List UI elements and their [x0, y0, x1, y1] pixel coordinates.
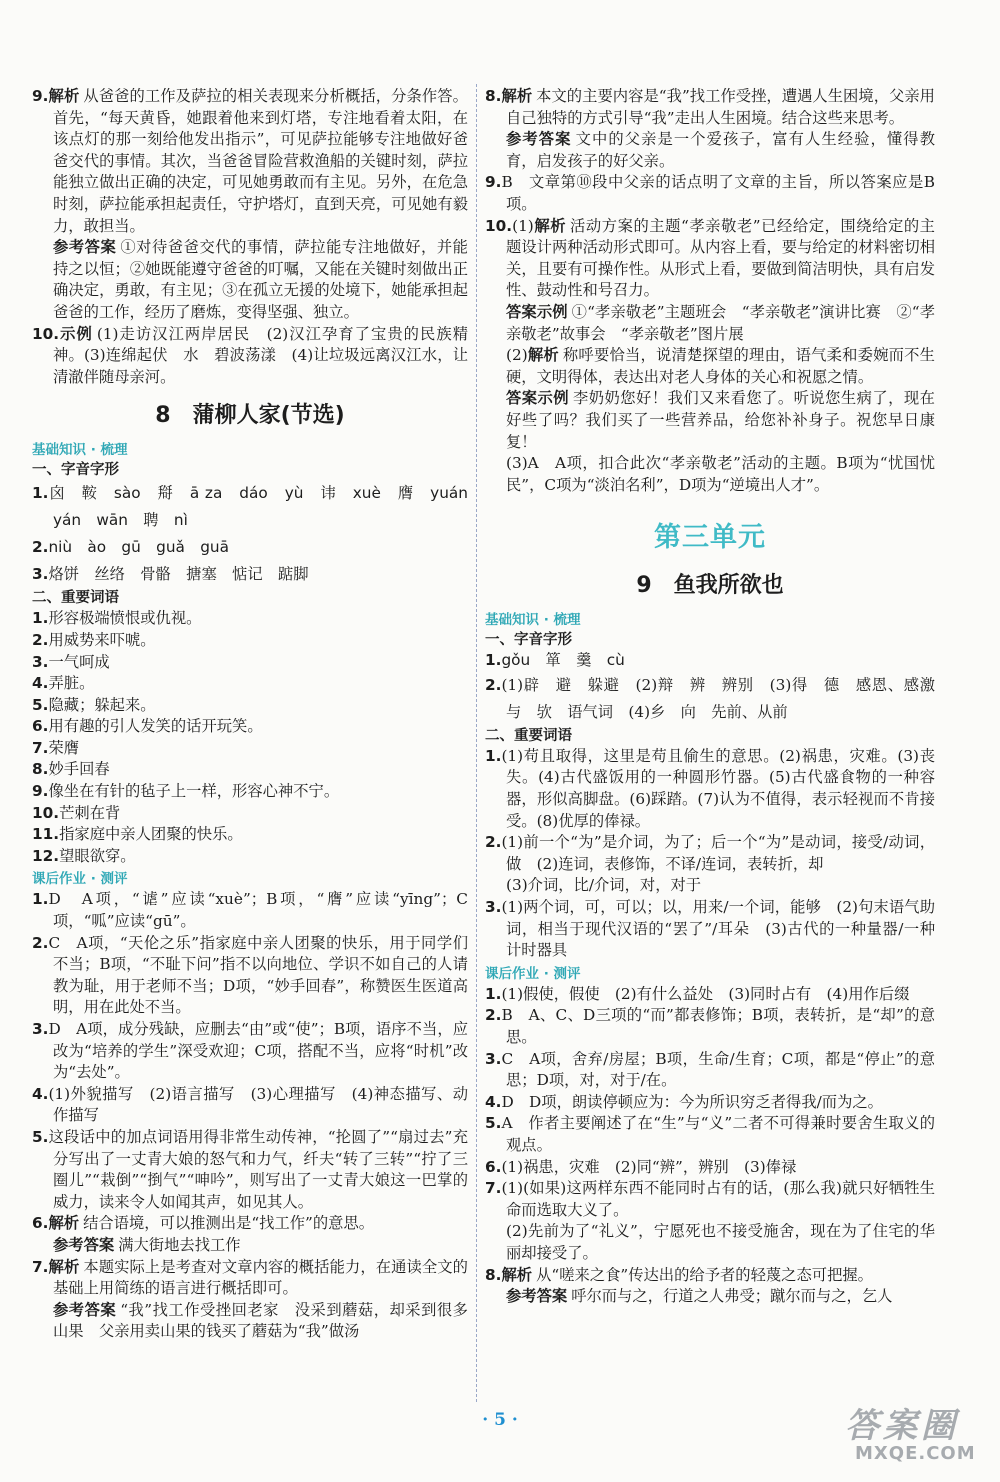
homework-item-5: 5.这段话中的加点词语用得非常生动传神，“抡圆了”“扇过去”充分写出了一丈青大娘的怒气和力气，纤夫“转了三转”“拧了三圈儿”“栽倒”“捯气”“呻吟”，则写出了一丈青大娘这一巴掌的威力，读来令人如闻其声，如见其人。	[32, 1127, 468, 1211]
char-item-1: 1.囟 鞍 sào 搿 ā za dáo yù 讳 xuè 膺 yuán yán wān 聘 nì	[32, 484, 484, 530]
word-item: 7.荣膺	[32, 738, 80, 757]
word-item: 3.一气呵成	[32, 652, 110, 671]
homework-item-2: 2.B A、C、D三项的“而”都表修饰；B项，表转折，是“却”的意思。	[485, 1006, 935, 1046]
homework-item-4: 4.(1)外貌描写 (2)语言描写 (3)心理描写 (4)神态描写、动作描写	[32, 1084, 468, 1125]
word-item: 9.像坐在有针的毡子上一样，形容心神不宁。	[32, 782, 340, 801]
homework-item-3: 3.C A项，舍弃/房屋；B项，生命/生育；C项，都是“停止”的意思；D项，对，对于/在。	[485, 1049, 935, 1090]
homework-item-1: 1.D A项，“谑”应读“xuè”；B项，“膺”应读“yīng”；C项，“呱”应读“gū”。	[32, 890, 468, 931]
lesson-8-title: 8 蒲柳人家(节选)	[155, 403, 345, 429]
homework-item-7-reference: 参考答案 “我”找工作受挫回老家 没采到蘑菇，却采到很多山果 父亲用卖山果的钱买了蘑菇为“我”做汤	[53, 1300, 468, 1341]
word-item: 4.弄脏。	[32, 674, 95, 693]
char-item-2: 2.(1)辟 避 躲避 (2)辩 辨 辨别 (3)得 德 感恩、感激 与 欤 语气词 (4)乡 向 先前、从前	[485, 675, 951, 721]
word-item: 5.隐藏；躲起来。	[32, 695, 156, 714]
word-item: 6.用有趣的引人发笑的话开玩笑。	[32, 717, 263, 736]
section-homework: 课后作业 · 测评	[32, 871, 128, 888]
char-item-3: 3.烙饼 丝络 骨骼 搪塞 惦记 踮脚	[32, 565, 309, 584]
subsection-vocabulary: 二、重要词语	[485, 727, 572, 744]
homework-item-5: 5.A 作者主要阐述了在“生”与“义”二者不可得兼时要舍生取义的观点。	[485, 1114, 935, 1154]
watermark-url: MXQE.COM	[855, 1443, 976, 1464]
answer-10-example-2: 答案示例 李奶奶您好！我们又来看您了。听说您生病了，现在好些了吗？我们买了一些营养品，给您补补身子。祝您早日康复！	[506, 389, 935, 451]
char-item-2: 2.niù ào gū guǎ guā	[32, 538, 229, 557]
right-column	[485, 86, 951, 1308]
column-divider	[476, 84, 477, 1402]
answer-9: 9.B 文章第⑩段中父亲的话点明了文章的主旨，所以答案应是B项。	[485, 173, 935, 213]
subsection-vocabulary: 二、重要词语	[32, 590, 119, 607]
answer-10-part-3: (3)A A项，扣合此次“孝亲敬老”活动的主题。B项为“忧国忧民”，C项为“淡泊名利”，D项为“逆境出人才”。	[506, 454, 935, 494]
answer-9: 9.解析 从爸爸的工作及萨拉的相关表现来分析概括，分条作答。首先，“每天黄昏，她跟着他来到灯塔，专注地看着太阳，在该点灯的那一刻给他发出指示”，可见萨拉能够专注地做好爸爸交代的事情。其次，当爸爸冒险营救渔船的关键时刻，萨拉能独立做出正确的决定，可见她勇敢而有主见。另外，在危急时刻，萨拉能承担起责任，守护塔灯，直到天亮，可见她有毅力，敢担当。	[32, 87, 468, 235]
homework-item-2: 2.C A项，“天伦之乐”指家庭中亲人团聚的快乐，用于同学们不当；B项，“不耻下问”指不以向地位、学识不如自己的人请教为耻，用于老师不当；D项，“妙手回春”，称赞医生医道高明，用在此处不当。	[32, 933, 468, 1017]
word-item-2: 2.(1)前一个“为”是介词，为了；后一个“为”是动词，接受/动词，做 (2)连词，表修饰，不译/连词，表转折，却	[485, 833, 935, 873]
homework-item-7: 7.解析 本题实际上是考查对文章内容的概括能力，在通读全文的基础上用简练的语言进行概括即可。	[32, 1257, 468, 1298]
answer-8: 8.解析 本文的主要内容是“我”找工作受挫，遭遇人生困境，父亲用自己独特的方式引导“我”走出人生困境。结合这些来思考。	[485, 87, 935, 127]
homework-item-7-continued: (2)先前为了“礼义”，宁愿死也不接受施舍，现在为了住宅的华丽却接受了。	[506, 1222, 935, 1262]
word-item: 12.望眼欲穿。	[32, 846, 136, 865]
word-item: 2.用威势来吓唬。	[32, 630, 156, 649]
subsection-characters: 一、字音字形	[485, 632, 572, 649]
homework-item-3: 3.D A项，成分残缺，应删去“由”或“使”；B项，语序不当，应改为“培养的学生”深受欢迎；C项，搭配不当，应将“时机”改为“去处”。	[32, 1020, 468, 1082]
watermark	[845, 1398, 995, 1480]
answer-10-example-1: 答案示例 ①“孝亲敬老”主题班会 “孝亲敬老”演讲比赛 ②“孝亲敬老”故事会 “孝亲敬老”图片展	[506, 302, 935, 343]
word-item-2-continued: (3)介词，比/介词，对，对于	[506, 876, 702, 895]
homework-item-4: 4.D D项，朗读停顿应为：今为所识穷乏者得我/而为之。	[485, 1092, 883, 1111]
left-column	[32, 86, 484, 1343]
lesson-9-title: 9 鱼我所欲也	[636, 573, 784, 599]
homework-item-6: 6.(1)祸患，灾难 (2)同“辨”，辨别 (3)俸禄	[485, 1157, 797, 1176]
word-item-1: 1.(1)苟且取得，这里是苟且偷生的意思。(2)祸患，灾难。(3)丧失。(4)古代盛饭用的一种圆形竹器。(5)古代盛食物的一种容器，形似高脚盘。(6)踩踏。(7)认为不值得，表示轻视而不肯接受。(8)优厚的俸禄。	[485, 746, 935, 830]
answer-8-reference: 参考答案 文中的父亲是一个爱孩子，富有人生经验，懂得教育，启发孩子的好父亲。	[506, 130, 935, 170]
homework-item-8: 8.解析 从“嗟来之食”传达出的给予者的轻蔑之态可把握。	[485, 1265, 873, 1284]
homework-item-7: 7.(1)(如果)这两样东西不能同时占有的话，(那么我)就只好牺牲生命而选取大义了。	[485, 1179, 935, 1219]
section-basic-knowledge: 基础知识 · 梳理	[485, 612, 581, 629]
section-basic-knowledge: 基础知识 · 梳理	[32, 442, 128, 459]
homework-item-6-reference: 参考答案 满大街地去找工作	[53, 1235, 241, 1254]
word-item: 8.妙手回春	[32, 760, 110, 779]
answer-9-reference: 参考答案 ①对待爸爸交代的事情，萨拉能专注地做好，并能持之以恒；②她既能遵守爸爸的叮嘱，又能在关键时刻做出正确决定，勇敢，有主见；③在孤立无援的处境下，她能承担起爸爸的工作，经历了磨炼，变得坚强、独立。	[53, 238, 468, 321]
homework-item-6: 6.解析 结合语境，可以推测出是“找工作”的意思。	[32, 1214, 375, 1233]
word-item: 1.形容极端愤恨或仇视。	[32, 609, 202, 628]
subsection-characters: 一、字音字形	[32, 462, 119, 479]
watermark-brand: 答案圈	[845, 1406, 959, 1446]
answer-10-part-2: (2)解析 称呼要恰当，说清楚探望的理由，语气柔和委婉而不生硬，文明得体，表达出对老人身体的关心和祝愿之情。	[506, 346, 935, 386]
homework-item-1: 1.(1)假使，假使 (2)有什么益处 (3)同时占有 (4)用作后缀	[485, 984, 910, 1003]
word-item-3: 3.(1)两个词，可，可以；以，用来/一个词，能够 (2)句末语气助词，相当于现代汉语的“罢了”/耳朵 (3)古代的一种量器/一种计时器具	[485, 898, 935, 960]
word-item: 10.芒刺在背	[32, 803, 121, 822]
answer-10: 10.(1)解析 活动方案的主题“孝亲敬老”已经给定，围绕给定的主题设计两种活动形式即可。从内容上看，要与给定的材料密切相关，且要有可操作性。从形式上看，要做到简洁明快，具有启发性、鼓动性和号召力。	[485, 216, 935, 300]
section-homework: 课后作业 · 测评	[485, 965, 581, 982]
word-item: 11.指家庭中亲人团聚的快乐。	[32, 825, 243, 844]
answer-10: 10.示例 (1)走访汉江两岸居民 (2)汉江孕育了宝贵的民族精神。(3)连绵起伏 水 碧波荡漾 (4)让垃圾远离汉江水，让清澈伴随母亲河。	[32, 324, 468, 386]
homework-item-8-reference: 参考答案 呼尔而与之，行道之人弗受；蹴尔而与之，乞人	[506, 1287, 893, 1306]
unit-3-title: 第三单元	[654, 522, 766, 554]
char-item-1: 1.gǒu 箪 羹 cù	[485, 651, 625, 670]
page-number: · 5 ·	[482, 1410, 518, 1430]
